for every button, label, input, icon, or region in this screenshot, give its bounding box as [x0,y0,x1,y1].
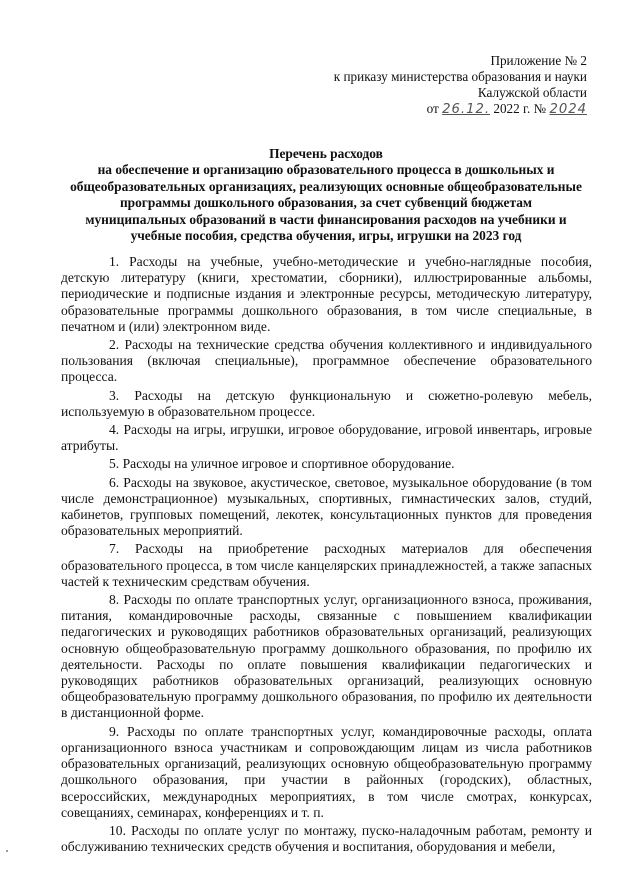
handwritten-number: 2024 [549,102,587,117]
scan-speck [6,850,8,852]
list-item-7: 7. Расходы на приобретение расходных материалов для обеспечения образовательного процесса, в том числе канцелярских принадлежностей, а также запасных частей к техническим средствам обучения. [61,541,592,589]
title-line-2: на обеспечение и организацию образовательного процесса в дошкольных и [97,162,555,178]
title-line-4: программы дошкольного образования, за счет субвенций бюджетам [119,195,533,211]
year-number-label: 2022 г. № [493,101,547,116]
date-prefix: от [426,101,439,116]
document-title [60,146,592,244]
order-date-number [327,101,587,118]
list-item-9: 9. Расходы по оплате транспортных услуг, командировочные расходы, оплата организационного взноса участникам и сопровождающим лицам из числа работников образовательных организаций, реализующих основную общеобразовательную программу дошкольного образования, при участии в районных (городских), областных, всероссийских, международных мероприятиях, в том числе смотрах, конкурсах, совещаниях, семинарах, конференциях и т. п. [61,723,592,820]
list-item-1: 1. Расходы на учебные, учебно-методические и учебно-наглядные пособия, детскую литературу (книги, хрестоматии, сборники), иллюстрированные альбомы, периодические и подписные издания и электронные ресурсы, методическую литературу, образовательные программы дошкольного образования, в том числе специальные, в печатном и (или) электронном виде. [61,254,592,334]
list-item-2: 2. Расходы на технические средства обучения коллективного и индивидуального пользования (включая специальные), программное обеспечение образовательного процесса. [61,337,592,385]
title-line-3: общеобразовательных организациях, реализующих основные общеобразовательные [70,178,582,194]
list-item-3: 3. Расходы на детскую функциональную и сюжетно-ролевую мебель, используемую в образовательном процессе. [61,387,592,419]
title-line-6: учебные пособия, средства обучения, игры, игрушки на 2023 год [130,228,522,244]
expense-list [61,254,592,857]
list-item-6: 6. Расходы на звуковое, акустическое, световое, музыкальное оборудование (в том числе демонстрационное) музыкальных, спортивных, гимнастических залов, студий, кабинетов, групповых помещений, лекотек, консультационных пунктов для проведения образовательных мероприятий. [61,474,592,539]
handwritten-date: 26.12. [442,102,491,117]
order-reference: к приказу министерства образования и науки [333,69,587,84]
title-line-1: Перечень расходов [269,146,383,161]
list-item-5: 5. Расходы на уличное игровое и спортивное оборудование. [109,456,455,472]
list-item-4: 4. Расходы на игры, игрушки, игровое оборудование, игровой инвентарь, игровые атрибуты. [61,422,592,454]
region-name: Калужской области [477,85,587,100]
title-line-5: муниципальных образований в части финансирования расходов на учебники и [85,211,567,227]
document-header [327,53,587,118]
list-item-8: 8. Расходы по оплате транспортных услуг, организационного взноса, проживания, питания, командировочные расходы, связанные с повышением квалификации педагогических и руководящих работников образовательных организаций, реализующих основную общеобразовательную программу дошкольного образования, по профилю их деятельности. Расходы по оплате повышения квалификации педагогических и руководящих работников образовательных организаций, реализующих основную общеобразовательную программу дошкольного образования, по профилю их деятельности в дистанционной форме. [61,592,592,721]
list-item-10: 10. Расходы по оплате услуг по монтажу, пуско-наладочным работам, ремонту и обслуживанию технических средств обучения и воспитания, оборудования и мебели, [61,822,592,855]
appendix-label: Приложение № 2 [490,53,587,68]
